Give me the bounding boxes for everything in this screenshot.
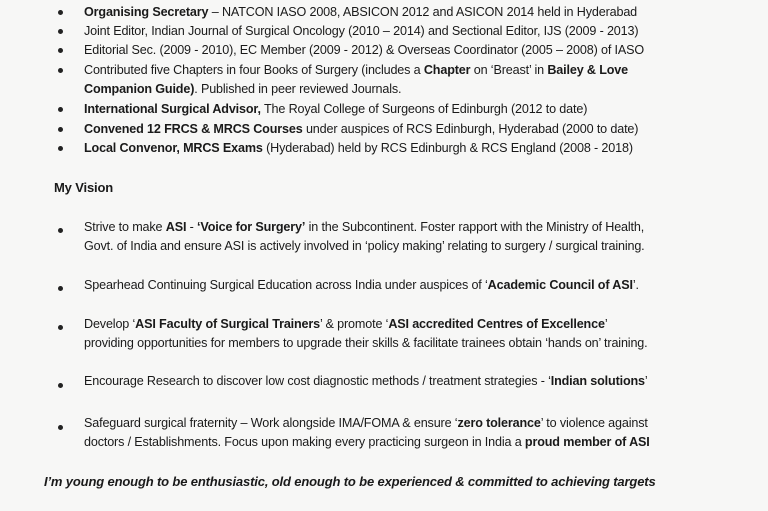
text-run: under auspices of RCS Edinburgh, Hyderabad (2000 to date) <box>302 122 639 136</box>
bold-text-run: Chapter <box>423 63 471 77</box>
text-run: Spearhead Continuing Surgical Education across India under auspices of ‘ <box>84 278 488 292</box>
text-run: Editorial Sec. (2009 - 2010), EC Member (2009 - 2012) & Overseas Coordinator (2005 – 2008) of IASO <box>84 43 645 57</box>
text-run: ’ <box>644 374 648 388</box>
achievement-line <box>84 122 638 136</box>
bullet-icon <box>58 29 63 34</box>
achievement-line-continued <box>84 82 401 96</box>
text-run: in the Subcontinent. Foster rapport with the Ministry of Health, <box>305 220 645 234</box>
bold-text-run: International Surgical Advisor, <box>84 102 261 116</box>
bold-text-run: Bailey & Love <box>547 63 628 77</box>
achievement-line <box>84 63 628 77</box>
text-run: Joint Editor, Indian Journal of Surgical Oncology (2010 – 2014) and Sectional Editor, IJS (2009 - 2013) <box>84 24 639 38</box>
text-run: ’ & promote ‘ <box>320 317 389 331</box>
bold-text-run: ASI Faculty of Surgical Trainers <box>135 317 321 331</box>
text-run: The Royal College of Surgeons of Edinburgh (2012 to date) <box>260 102 588 116</box>
vision-item-line <box>84 278 639 292</box>
text-run: Develop ‘ <box>84 317 136 331</box>
vision-item-line <box>84 374 648 388</box>
bullet-icon <box>58 146 63 151</box>
bullet-icon <box>58 425 63 430</box>
text-run: on ‘Breast’ in <box>470 63 548 77</box>
achievement-line <box>84 102 587 116</box>
bold-text-run: ‘Voice for Surgery’ <box>197 220 306 234</box>
bullet-icon <box>58 383 63 388</box>
bold-text-run: Organising Secretary <box>84 5 209 19</box>
text-run: Contributed five Chapters in four Books of Surgery (includes a <box>84 63 424 77</box>
text-run: Encourage Research to discover low cost diagnostic methods / treatment strategies - ‘ <box>84 374 551 388</box>
bullet-icon <box>58 127 63 132</box>
text-run: . Published in peer reviewed Journals. <box>194 82 402 96</box>
bold-text-run: zero tolerance <box>457 416 541 430</box>
bullet-icon <box>58 10 63 15</box>
vision-item-line <box>84 336 648 350</box>
closing-tagline: I’m young enough to be enthusiastic, old enough to be experienced & committed to achieving targets <box>44 474 656 489</box>
text-run: doctors / Establishments. Focus upon making every practicing surgeon in India a <box>84 435 525 449</box>
bold-text-run: Companion Guide) <box>84 82 195 96</box>
bullet-icon <box>58 68 63 73</box>
section-heading-vision: My Vision <box>54 180 114 195</box>
vision-item-line <box>84 435 650 449</box>
bold-text-run: Academic Council of ASI <box>487 278 633 292</box>
bold-text-run: ASI <box>165 220 187 234</box>
text-run: - <box>186 220 198 234</box>
bullet-icon <box>58 286 63 291</box>
text-run: ’. <box>632 278 639 292</box>
bold-text-run: ASI accredited Centres of Excellence <box>388 317 605 331</box>
vision-item-line <box>84 416 648 430</box>
achievement-line <box>84 24 638 38</box>
bold-text-run: proud member of ASI <box>524 435 650 449</box>
bold-text-run: Indian solutions <box>550 374 645 388</box>
achievement-line <box>84 141 633 155</box>
text-run: Safeguard surgical fraternity – Work alongside IMA/FOMA & ensure ‘ <box>84 416 458 430</box>
vision-item-line <box>84 220 644 234</box>
text-run: ’ to violence against <box>540 416 648 430</box>
bullet-icon <box>58 107 63 112</box>
text-run: providing opportunities for members to upgrade their skills & facilitate trainees obtain ‘hands on’ training. <box>84 336 648 350</box>
text-run: – NATCON IASO 2008, ABSICON 2012 and ASICON 2014 held in Hyderabad <box>208 5 638 19</box>
bold-text-run: Convened 12 FRCS & MRCS Courses <box>84 122 303 136</box>
vision-item-line <box>84 317 607 331</box>
bullet-icon <box>58 325 63 330</box>
text-run: Strive to make <box>84 220 166 234</box>
bullet-icon <box>58 48 63 53</box>
text-run: ’ <box>604 317 608 331</box>
achievement-line <box>84 43 644 57</box>
bullet-icon <box>58 228 63 233</box>
text-run: (Hyderabad) held by RCS Edinburgh & RCS England (2008 - 2018) <box>262 141 633 155</box>
achievement-line <box>84 5 637 19</box>
bold-text-run: Local Convenor, MRCS Exams <box>84 141 263 155</box>
text-run: Govt. of India and ensure ASI is actively involved in ‘policy making’ relating to surgery / surgical training. <box>84 239 645 253</box>
vision-item-line <box>84 239 645 253</box>
